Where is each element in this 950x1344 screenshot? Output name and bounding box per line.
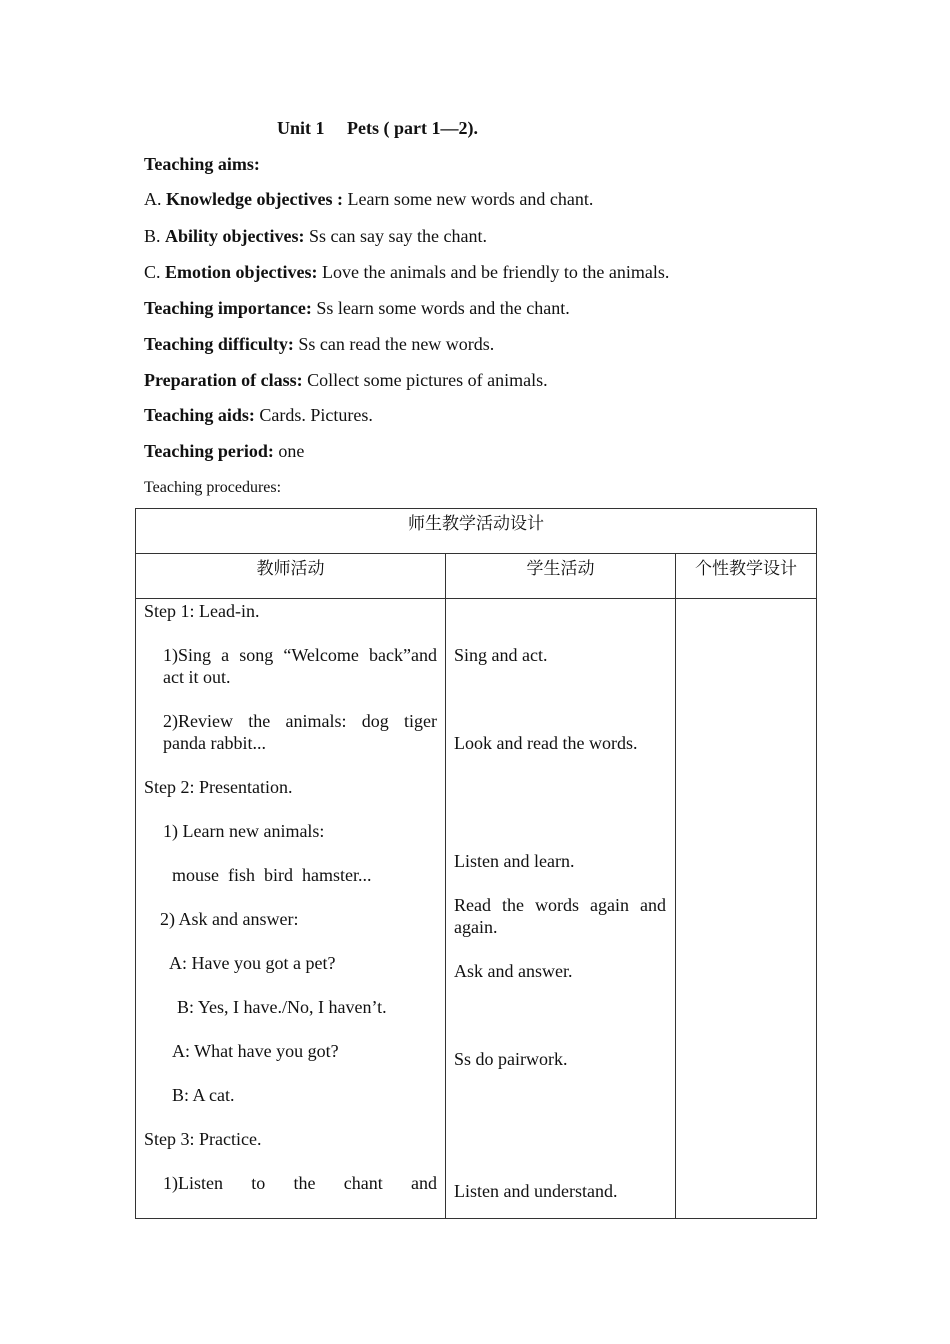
table-header: 师生教学活动设计 xyxy=(136,509,817,554)
student-activity-cell xyxy=(446,599,676,1219)
teacher-line: Step 2: Presentation. xyxy=(144,777,293,797)
student-line: again. xyxy=(454,917,498,937)
teacher-line: 1)Sing a song “Welcome back”and xyxy=(163,645,437,665)
teaching-difficulty: Teaching difficulty: Ss can read the new words. xyxy=(144,334,495,354)
teaching-importance: Teaching importance: Ss learn some words and the chant. xyxy=(144,298,570,318)
teaching-period: Teaching period: one xyxy=(144,441,305,461)
procedures-label: Teaching procedures: xyxy=(144,479,282,496)
teacher-line: Step 3: Practice. xyxy=(144,1129,262,1149)
student-line: Ss do pairwork. xyxy=(454,1049,568,1069)
teacher-line: 1) Learn new animals: xyxy=(163,821,325,841)
teacher-line: B: A cat. xyxy=(172,1085,235,1105)
personal-design-cell xyxy=(676,599,817,1219)
column-student-activity: 学生活动 xyxy=(446,554,676,599)
teacher-line: 1)Listen to the chant and xyxy=(163,1173,437,1193)
emotion-objective: C. Emotion objectives: Love the animals and be friendly to the animals. xyxy=(144,262,670,282)
knowledge-objective: A. Knowledge objectives : Learn some new words and chant. xyxy=(144,189,594,209)
teaching-aids: Teaching aids: Cards. Pictures. xyxy=(144,405,373,425)
teacher-line: A: What have you got? xyxy=(172,1041,339,1061)
student-line: Listen and learn. xyxy=(454,851,575,871)
teaching-aims-heading: Teaching aims: xyxy=(144,154,260,174)
student-line: Ask and answer. xyxy=(454,961,573,981)
teacher-line: 2) Ask and answer: xyxy=(160,909,299,929)
teacher-line: act it out. xyxy=(163,667,231,687)
teacher-line: panda rabbit... xyxy=(163,733,266,753)
teacher-line: A: Have you got a pet? xyxy=(169,953,336,973)
teacher-line: Step 1: Lead-in. xyxy=(144,601,260,621)
student-line: Sing and act. xyxy=(454,645,548,665)
student-line: Listen and understand. xyxy=(454,1181,618,1201)
procedures-table xyxy=(135,508,817,1219)
teacher-line: B: Yes, I have./No, I haven’t. xyxy=(177,997,387,1017)
teacher-activity-cell xyxy=(136,599,446,1219)
teacher-line: mouse fish bird hamster... xyxy=(172,865,372,885)
column-personal-design: 个性教学设计 xyxy=(676,554,817,599)
teacher-line: 2)Review the animals: dog tiger xyxy=(163,711,437,731)
column-teacher-activity: 教师活动 xyxy=(136,554,446,599)
document-title: Unit 1 Pets ( part 1—2). xyxy=(277,118,478,138)
preparation-of-class: Preparation of class: Collect some pictures of animals. xyxy=(144,370,548,390)
ability-objective: B. Ability objectives: Ss can say say the chant. xyxy=(144,226,487,246)
student-line: Look and read the words. xyxy=(454,733,638,753)
student-line: Read the words again and xyxy=(454,895,666,915)
